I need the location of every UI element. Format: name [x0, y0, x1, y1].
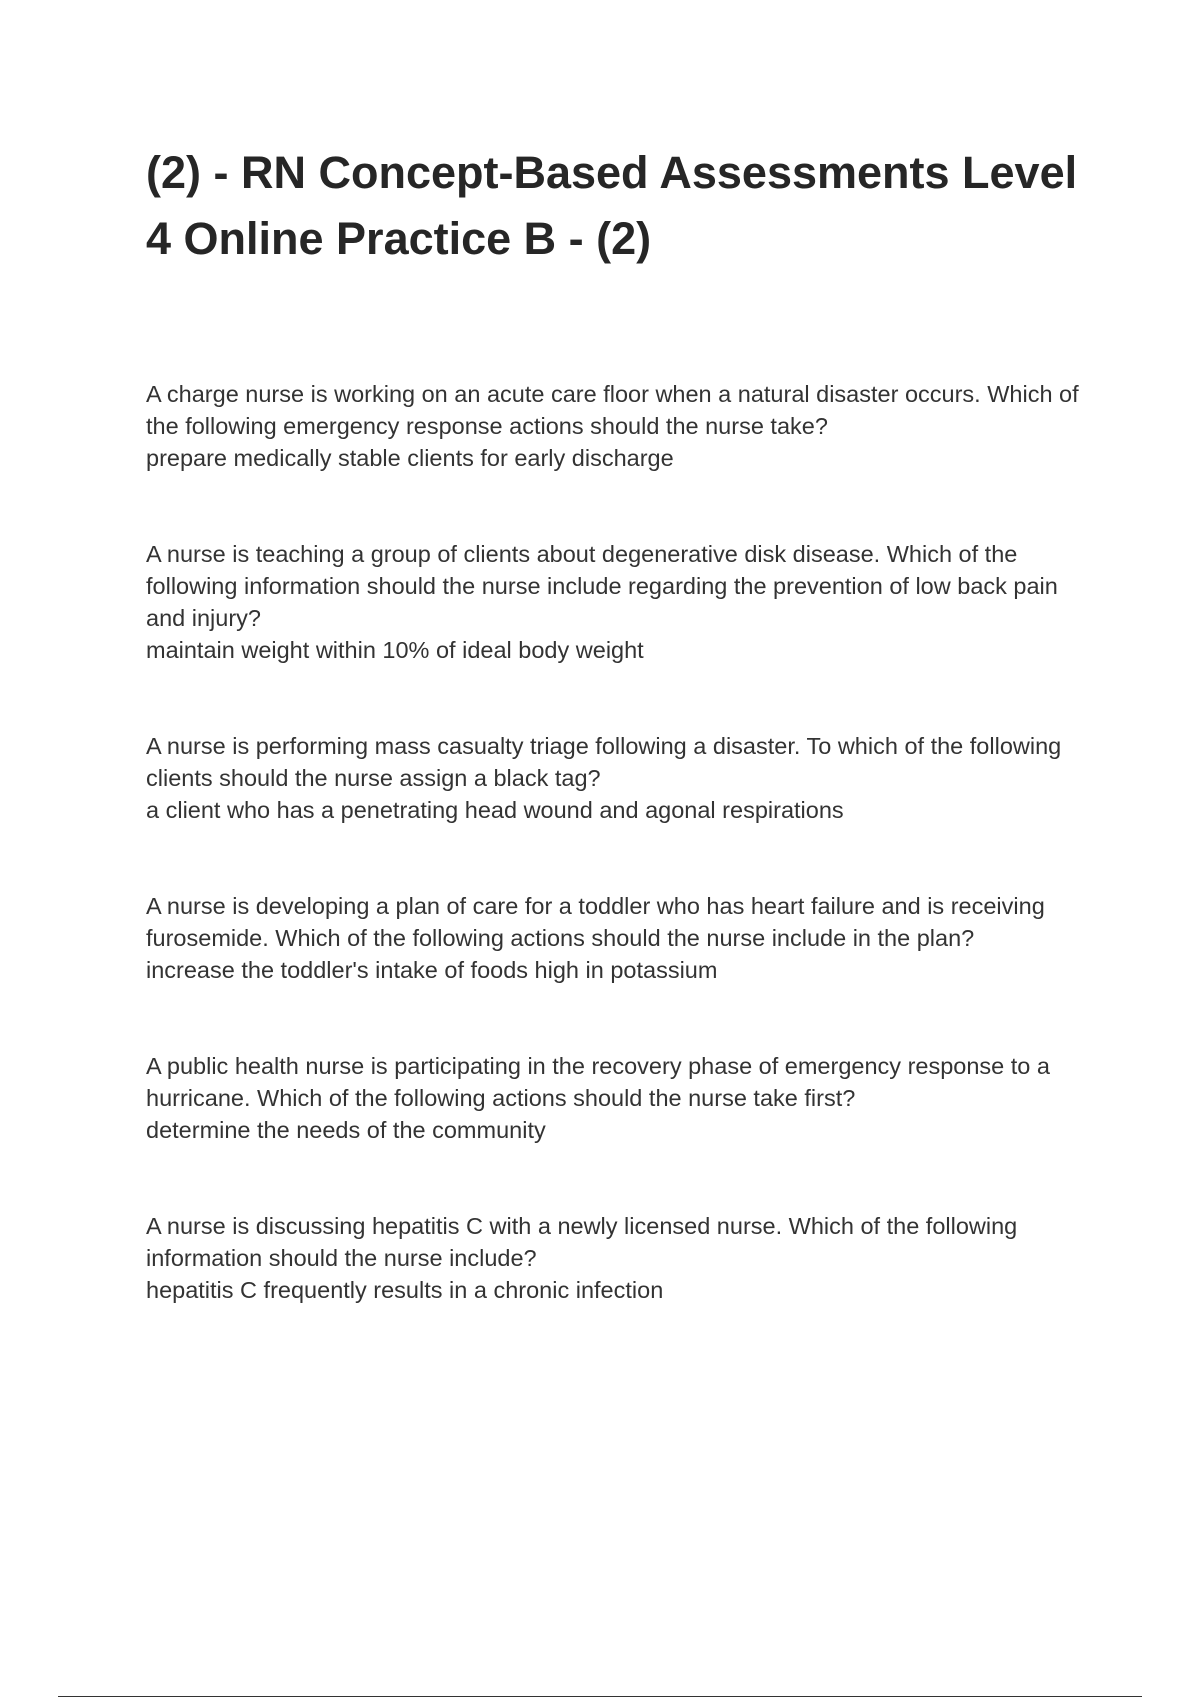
question-item-6 [146, 1210, 1096, 1306]
question-list [146, 378, 1096, 1370]
question-text: A nurse is teaching a group of clients about degenerative disk disease. Which of the following information should the nurse include regarding the prevention of low back pain and injury? [146, 541, 1058, 631]
question-item-1 [146, 378, 1096, 474]
footer-divider [58, 1696, 1142, 1697]
question-item-4 [146, 890, 1096, 986]
answer-text: hepatitis C frequently results in a chronic infection [146, 1277, 664, 1303]
question-text: A public health nurse is participating in the recovery phase of emergency response to a hurricane. Which of the following actions should the nurse take first? [146, 1053, 1050, 1111]
question-item-2 [146, 538, 1096, 666]
answer-text: increase the toddler's intake of foods high in potassium [146, 957, 718, 983]
question-item-5 [146, 1050, 1096, 1146]
question-text: A nurse is discussing hepatitis C with a newly licensed nurse. Which of the following information should the nurse include? [146, 1213, 1018, 1271]
question-text: A charge nurse is working on an acute care floor when a natural disaster occurs. Which of the following emergency response actions should the nurse take? [146, 381, 1079, 439]
question-item-3 [146, 730, 1096, 826]
answer-text: maintain weight within 10% of ideal body weight [146, 637, 644, 663]
answer-text: prepare medically stable clients for early discharge [146, 445, 674, 471]
question-text: A nurse is performing mass casualty triage following a disaster. To which of the following clients should the nurse assign a black tag? [146, 733, 1062, 791]
answer-text: a client who has a penetrating head wound and agonal respirations [146, 797, 844, 823]
page-title: (2) - RN Concept-Based Assessments Level 4 Online Practice B - (2) [146, 147, 1078, 264]
question-text: A nurse is developing a plan of care for a toddler who has heart failure and is receiving furosemide. Which of the following actions should the nurse include in the plan? [146, 893, 1045, 951]
answer-text: determine the needs of the community [146, 1117, 546, 1143]
